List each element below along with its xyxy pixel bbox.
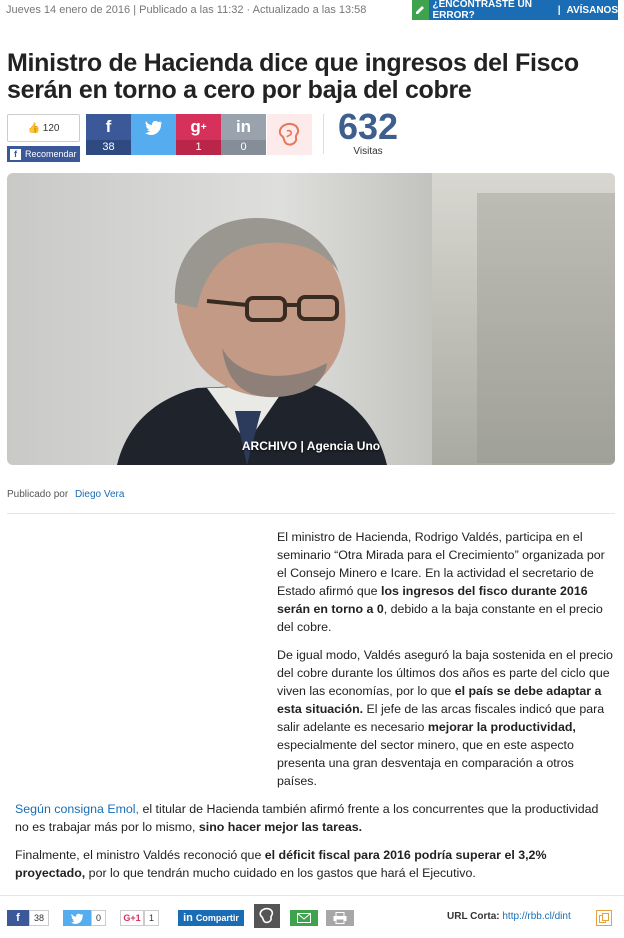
text: especialmente del sector minero, que en este aspecto presenta una gran desventaja en comparación a otros países. <box>277 738 574 788</box>
site-logo-share-button[interactable] <box>267 114 312 155</box>
text: el titular de Hacienda también afirmó frente a los concurrentes que la productividad no es trabajar más por lo mismo, <box>15 802 599 834</box>
pencil-icon <box>412 0 429 20</box>
share-facebook-button[interactable] <box>86 114 131 155</box>
bottom-site-logo-button[interactable] <box>254 904 280 928</box>
visits-divider <box>323 114 324 154</box>
byline-label: Publicado por <box>7 489 69 500</box>
divider <box>7 513 615 514</box>
print-button[interactable] <box>326 910 354 926</box>
share-googleplus-button[interactable] <box>176 114 221 155</box>
visits-counter <box>332 108 404 157</box>
bottom-twitter-button[interactable] <box>63 910 106 926</box>
site-logo-icon <box>275 120 305 150</box>
googleplus-icon: g + <box>190 117 207 136</box>
twitter-icon <box>131 114 176 140</box>
dateline: Jueves 14 enero de 2016 | Publicado a las 11:32 · Actualizado a las 13:58 <box>6 4 367 16</box>
bottom-googleplus-button[interactable] <box>120 910 159 926</box>
bottom-twitter-count: 0 <box>91 910 106 926</box>
report-error-label: ¿ENCONTRASTE UN ERROR? <box>432 0 532 21</box>
recommend-label: Recomendar <box>25 149 77 159</box>
bold-text: el país se debe adaptar a esta situación. <box>277 684 602 716</box>
separator: | <box>557 4 561 16</box>
byline <box>7 489 124 500</box>
emol-link[interactable]: Según consigna Emol, <box>15 802 139 816</box>
text: por lo que tendrán mucho cuidado en los gastos que hará el Ejecutivo. <box>85 866 476 880</box>
photo-caption: ARCHIVO | Agencia Uno <box>241 439 381 453</box>
share-twitter-button[interactable] <box>131 114 176 155</box>
paragraph-2 <box>15 646 613 790</box>
facebook-icon: f <box>10 149 21 160</box>
visits-label: Visitas <box>353 146 383 157</box>
twitter-icon <box>63 910 91 926</box>
short-url <box>447 911 571 922</box>
article-title: Ministro de Hacienda dice que ingresos del Fisco serán en torno a cero por baja del cobre <box>7 49 579 104</box>
text: El jefe de las arcas fiscales indicó que para salir adelante es necesario <box>277 702 605 734</box>
avisanos-label: AVÍSANOS <box>566 4 618 16</box>
twitter-share-count <box>131 140 176 155</box>
linkedin-share <box>178 910 244 926</box>
email-share-button[interactable] <box>290 910 318 926</box>
paragraph-3 <box>15 800 613 836</box>
bottom-facebook-count: 38 <box>29 910 49 926</box>
paragraph-1 <box>15 528 613 636</box>
top-bar <box>0 0 624 22</box>
text: De igual modo, Valdés aseguró la baja sostenida en el precio del cobre durante los últimos dos años es parte del ciclo que viven las economías, por lo que <box>277 648 613 698</box>
short-url-link[interactable]: http://rbb.cl/dint <box>502 911 571 922</box>
article-photo <box>7 173 615 465</box>
printer-icon <box>333 912 347 924</box>
article-body <box>15 528 613 892</box>
text: , debido a la baja constante en el precio del cobre. <box>277 602 603 634</box>
facebook-icon: f <box>7 910 29 926</box>
recommend-button[interactable] <box>7 146 80 162</box>
envelope-icon <box>297 913 311 923</box>
like-count: 120 <box>42 122 60 134</box>
linkedin-share-count: 0 <box>221 140 266 155</box>
bold-text: los ingresos del fisco durante 2016 serán en torno a 0 <box>277 584 588 616</box>
bottom-share-bar <box>0 895 624 938</box>
thumbs-up-icon: 👍 <box>27 122 40 134</box>
like-count-box[interactable] <box>7 114 80 142</box>
bottom-linkedin-button[interactable] <box>178 910 244 926</box>
linkedin-share-label: Compartir <box>195 913 239 923</box>
share-linkedin-button[interactable] <box>221 114 266 155</box>
site-logo-icon <box>257 906 277 926</box>
bold-text: el déficit fiscal para 2016 podría superar el 3,2% proyectado, <box>15 848 547 880</box>
facebook-like-widget <box>7 114 80 162</box>
googleplus-share-count: 1 <box>176 140 221 155</box>
short-url-label: URL Corta: <box>447 911 500 922</box>
linkedin-icon: in <box>235 117 252 136</box>
googleplus-icon: G+1 <box>120 910 144 926</box>
bold-text: mejorar la productividad, <box>427 720 576 734</box>
text: El ministro de Hacienda, Rodrigo Valdés, participa en el seminario “Otra Mirada para el Crecimiento” organizada por el Consejo Minero e Icare. En la actividad el secretario de Estado afirmó que <box>277 530 605 598</box>
facebook-icon: f <box>105 117 112 136</box>
bold-text: sino hacer mejor las tareas. <box>198 820 363 834</box>
author-link[interactable]: Diego Vera <box>74 489 125 500</box>
facebook-share-count: 38 <box>86 140 131 155</box>
copy-icon[interactable] <box>596 910 612 926</box>
portrait-illustration <box>7 173 615 465</box>
bottom-googleplus-count: 1 <box>144 910 159 926</box>
bottom-facebook-button[interactable] <box>7 910 49 926</box>
text: Finalmente, el ministro Valdés reconoció que <box>15 848 265 862</box>
linkedin-icon: in <box>183 912 193 924</box>
visits-count: 632 <box>337 106 399 147</box>
report-error-button[interactable] <box>412 0 618 20</box>
paragraph-4 <box>15 846 613 882</box>
